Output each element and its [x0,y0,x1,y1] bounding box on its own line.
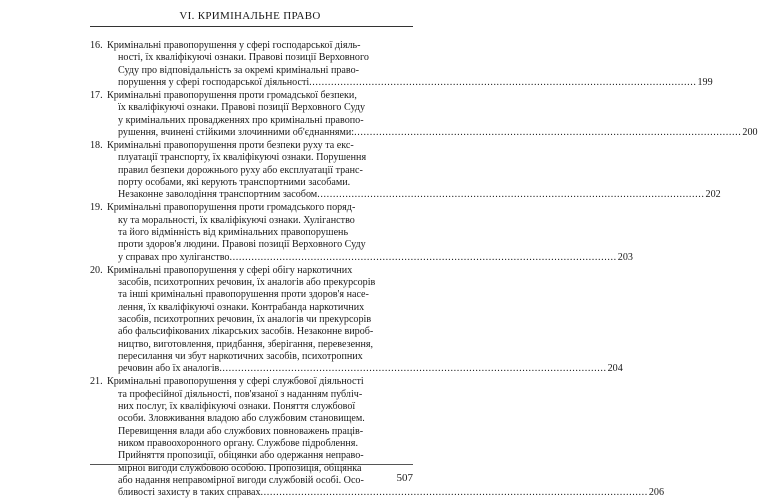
toc-entry-last-text: порушення у сфері господарської діяльності [118,77,310,89]
toc-entry-page: 202 [705,189,721,201]
toc-entry-page: 200 [742,127,758,138]
toc-entry-line: їх кваліфікуючі ознаки. Правові позиції Верховного Суду [118,102,366,114]
toc-entry-last-line [107,77,713,89]
toc-entry-line: порту особами, які керують транспортними засобами. [118,176,351,188]
toc-entry-line: ності, їх кваліфікуючі ознаки. Правові позиції Верховного [118,52,369,64]
toc-entry-last-line [107,127,758,139]
table-of-contents [90,40,758,500]
toc-entry-line: ником правоохоронного органу. Службове підроблення. [118,437,358,449]
toc-entry-line: Кримінальні правопорушення у сфері службової діяльності [107,376,364,388]
toc-entry-last-text: у справах про хуліганство [118,251,230,263]
toc-entry-line: Кримінальні правопорушення проти безпеки руху та екс- [107,139,354,151]
toc-entry-last-line [107,189,721,201]
dot-leader [309,77,696,89]
toc-entry-page: 204 [607,363,623,375]
toc-entry-line: плуатації транспорту, їх кваліфікуючі ознаки. Порушення [118,152,367,164]
dot-leader [354,127,741,139]
toc-entry-line: пересилання чи збут наркотичних засобів, психотропних [118,350,363,362]
toc-entry-line: Кримінальні правопорушення у сфері господарської діяль- [107,40,361,51]
dot-leader [317,189,704,201]
toc-entry-line: ку та моральності, їх кваліфікуючі ознаки. Хуліганство [118,214,355,226]
toc-entry-line: ництво, виготовлення, придбання, зберігання, перевезення, [118,338,374,350]
toc-entry [90,264,623,376]
toc-entry-number: 19. [90,202,103,214]
toc-entry [90,139,721,202]
footer-rule [90,464,413,465]
toc-entry-last-text: Незаконне заволодіння транспортним засобом [118,189,318,201]
toc-entry-line: або фальсифікованих лікарських засобів. Незаконне вироб- [118,326,374,338]
toc-entry-line: та професійної діяльності, пов'язаної з наданням публіч- [118,388,363,400]
toc-entry-last-text: речовин або їх аналогів [118,363,220,375]
toc-entry [90,376,664,499]
toc-entry [90,202,633,264]
toc-entry-line: мірної вигоди службовою особою. Пропозиція, обіцянка [118,462,362,474]
toc-entry-page: 203 [617,251,633,263]
dot-leader [219,363,606,375]
toc-entry-title [107,40,713,89]
header-rule [90,26,413,27]
toc-entry [90,89,758,139]
toc-entry-line: у кримінальних провадженнях про кримінальні правопо- [118,114,364,126]
toc-entry-line: Суду про відповідальність за окремі кримінальні право- [118,64,360,76]
toc-entry-line: та інші кримінальні правопорушення проти здоров'я насе- [118,289,369,301]
page-number: 507 [396,472,413,484]
dot-leader [261,487,648,499]
toc-entry-last-line [107,487,664,499]
toc-entry-title [107,265,623,376]
toc-entry-title [107,140,721,202]
toc-entry-line: проти здоров'я людини. Правові позиції Верховного Суду [118,239,366,251]
toc-entry-last-text: бливості захисту в таких справах [118,487,261,499]
toc-entry-line: та його відмінність від кримінальних правопорушень [118,226,349,238]
toc-entry-line: засобів, психотропних речовин, їх аналогів або прекурсорів [118,276,376,288]
toc-entry-line: Кримінальні правопорушення проти громадського поряд- [107,202,356,214]
toc-entry-line: Перевищення влади або службових повноважень праців- [118,425,364,437]
toc-entry-line: або надання неправомірної вигоди службовій особі. Осо- [118,475,364,486]
toc-entry-page: 199 [697,77,713,89]
toc-entry-title [107,202,633,264]
toc-entry-title [107,90,758,139]
toc-entry-line: лення, їх кваліфікуючі ознаки. Контрабанда наркотичних [118,301,365,313]
toc-entry-last-line [107,252,633,264]
toc-entry-number: 16. [90,40,103,51]
toc-entry-line: них послуг, їх кваліфікуючі ознаки. Поняття службової [118,400,356,412]
toc-entry-last-line [107,363,623,375]
toc-entry [90,40,713,89]
toc-entry-line: Кримінальні правопорушення проти громадської безпеки, [107,89,357,101]
toc-entry-number: 18. [90,139,103,151]
toc-entry-number: 17. [90,89,103,101]
toc-entry-line: Прийняття пропозиції, обіцянки або одержання неправо- [118,450,364,462]
toc-entry-number: 20. [90,264,103,276]
toc-entry-line: засобів, психотропних речовин, їх аналогів чи прекурсорів [118,313,372,325]
toc-entry-line: правил безпеки дорожнього руху або експлуатації транс- [118,164,363,176]
dot-leader [229,252,616,264]
toc-entry-number: 21. [90,376,103,388]
toc-entry-line: особи. Зловживання владою або службовим становищем. [118,413,365,425]
running-header: VI. КРИМІНАЛЬНЕ ПРАВО [179,10,321,22]
toc-entry-line: Кримінальні правопорушення у сфері обігу наркотичних [107,264,353,276]
toc-entry-page: 206 [648,487,664,499]
toc-entry-last-text: рушення, вчинені стійкими злочинними об'єднаннями: [118,127,355,138]
